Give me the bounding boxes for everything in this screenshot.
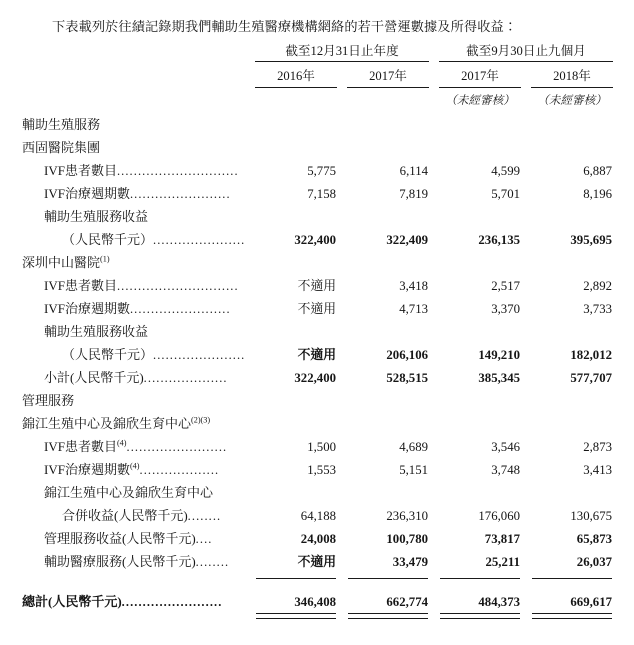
cell-value-col-2: 6,114 <box>399 164 428 178</box>
spacer-cell <box>526 579 618 587</box>
cell-value-col-2: 5,151 <box>399 463 428 477</box>
row-label-text: 輔助醫療服務(人民幣千元) <box>44 554 196 569</box>
cell-value-col-1: 7,158 <box>307 187 336 201</box>
cell-value-col-3: 4,599 <box>491 164 520 178</box>
cell-value-col-3: 2,517 <box>491 279 520 293</box>
row-label-text: 小計(人民幣千元) <box>44 370 144 385</box>
cell-value-col-3: 176,060 <box>478 509 520 523</box>
cell-value-col-1: 1,553 <box>307 463 336 477</box>
row-label-text: 錦江生殖中心及錦欣生育中心 <box>22 416 192 431</box>
row-label <box>18 133 250 156</box>
dot-leader: ...................... <box>153 348 246 362</box>
spacer-cell <box>250 579 342 587</box>
cell-value-col-3 <box>434 110 526 133</box>
table-row <box>18 294 618 317</box>
double-rule-col-2 <box>342 610 434 619</box>
cell-value-col-4: 8,196 <box>583 187 612 201</box>
table-row <box>18 271 618 294</box>
cell-value-col-1: 346,408 <box>294 595 336 609</box>
spacer-cell <box>18 579 250 587</box>
footnote-marker: (2)(3) <box>191 415 211 425</box>
cell-value-col-4 <box>526 386 618 409</box>
cell-value-col-2 <box>342 317 434 340</box>
cell-value-col-1: 不適用 <box>297 302 336 316</box>
row-label <box>18 501 250 524</box>
dot-leader: .... <box>195 532 213 546</box>
cell-value-col-3: 3,748 <box>491 463 520 477</box>
year-header-2018-nine-months: 2018年 <box>553 69 591 83</box>
cell-value-col-1 <box>250 317 342 340</box>
table-row <box>18 363 618 386</box>
row-label <box>18 386 250 409</box>
audit-note-col3: （未經審核） <box>445 94 515 107</box>
footnote-marker: (4) <box>129 461 140 471</box>
dot-leader: ........ <box>195 555 230 569</box>
row-label <box>18 317 250 340</box>
dot-leader: ........................ <box>126 440 228 454</box>
row-label <box>18 202 250 225</box>
row-label-text: 管理服務 <box>22 393 75 408</box>
cell-value-col-2 <box>342 110 434 133</box>
cell-value-col-1: 不適用 <box>297 348 336 362</box>
year-header-2017-nine-months: 2017年 <box>461 69 499 83</box>
table-header <box>18 40 618 110</box>
table-row <box>18 455 618 478</box>
row-label-text: IVF患者數目 <box>44 163 117 178</box>
cell-value-col-4: 182,012 <box>570 348 612 362</box>
cell-value-col-1 <box>250 202 342 225</box>
row-label <box>18 225 250 248</box>
year-header-row <box>18 62 618 87</box>
cell-value-col-3: 73,817 <box>484 532 520 546</box>
sub-heading-row <box>18 133 618 156</box>
cell-value-col-4: 2,873 <box>583 440 612 454</box>
cell-value-col-4 <box>526 478 618 501</box>
cell-value-col-1 <box>250 409 342 432</box>
row-label <box>18 524 250 547</box>
label-only-row <box>18 317 618 340</box>
cell-value-col-2 <box>342 248 434 271</box>
single-rule-col-4 <box>526 570 618 579</box>
double-rule-col-3 <box>434 610 526 619</box>
cell-value-col-4: 130,675 <box>570 509 612 523</box>
single-rule-col-2 <box>342 570 434 579</box>
cell-value-col-3: 149,210 <box>478 348 520 362</box>
cell-value-col-3: 25,211 <box>485 555 520 569</box>
cell-value-col-1 <box>250 110 342 133</box>
single-rule-col-1 <box>250 570 342 579</box>
double-horizontal-rule <box>532 613 612 619</box>
cell-value-col-4 <box>526 317 618 340</box>
footnote-marker: (4) <box>116 438 127 448</box>
rule-row-spacer <box>18 570 250 579</box>
row-label-text: 總計(人民幣千元) <box>22 594 122 609</box>
table-row <box>18 547 618 570</box>
double-rule-col-4 <box>526 610 618 619</box>
cell-value-col-1: 5,775 <box>307 164 336 178</box>
cell-value-col-2: 236,310 <box>386 509 428 523</box>
row-label <box>18 432 250 455</box>
audit-note-col1 <box>250 88 342 110</box>
row-label <box>18 409 250 432</box>
double-horizontal-rule <box>348 613 428 619</box>
spacer-row <box>18 579 618 587</box>
intro-paragraph: 下表載列於往績記錄期我們輔助生殖醫療機構網絡的若干營運數據及所得收益： <box>52 19 518 35</box>
dot-leader: .................... <box>143 371 228 385</box>
subtotal-rule-row <box>18 570 618 579</box>
dot-leader: ........................ <box>129 302 231 316</box>
cell-value-col-1 <box>250 478 342 501</box>
cell-value-col-3: 3,370 <box>491 302 520 316</box>
cell-value-col-2: 100,780 <box>386 532 428 546</box>
cell-value-col-3 <box>434 386 526 409</box>
column-group-header-row <box>18 40 618 61</box>
row-label <box>18 294 250 317</box>
header-spacer <box>18 40 250 61</box>
row-label <box>18 478 250 501</box>
cell-value-col-4: 2,892 <box>583 279 612 293</box>
year-header-2016: 2016年 <box>277 69 315 83</box>
cell-value-col-3 <box>434 248 526 271</box>
cell-value-col-2 <box>342 409 434 432</box>
dot-leader: ........ <box>187 509 222 523</box>
cell-value-col-1: 1,500 <box>307 440 336 454</box>
cell-value-col-3 <box>434 202 526 225</box>
double-rule-col-1 <box>250 610 342 619</box>
row-label-text: 合併收益(人民幣千元) <box>62 508 188 523</box>
cell-value-col-4: 395,695 <box>570 233 612 247</box>
single-rule-col-3 <box>434 570 526 579</box>
cell-value-col-1: 不適用 <box>297 555 336 569</box>
cell-value-col-1: 64,188 <box>300 509 336 523</box>
row-label-text: 深圳中山醫院 <box>22 255 101 270</box>
cell-value-col-3 <box>434 133 526 156</box>
table-body <box>18 110 618 619</box>
spacer-cell <box>434 579 526 587</box>
row-label <box>18 156 250 179</box>
table-row <box>18 587 618 610</box>
cell-value-col-1 <box>250 386 342 409</box>
cell-value-col-2 <box>342 202 434 225</box>
row-label-text: 輔助生殖服務收益 <box>44 209 149 224</box>
section-heading-row <box>18 110 618 133</box>
label-only-row <box>18 202 618 225</box>
audit-note-row <box>18 88 618 110</box>
cell-value-col-1: 322,400 <box>294 233 336 247</box>
row-label-text: IVF患者數目 <box>44 278 117 293</box>
cell-value-col-3: 484,373 <box>478 595 520 609</box>
cell-value-col-4 <box>526 409 618 432</box>
table-row <box>18 156 618 179</box>
cell-value-col-2: 528,515 <box>386 371 428 385</box>
financial-table <box>18 40 618 619</box>
cell-value-col-4: 65,873 <box>576 532 612 546</box>
row-label-text: 管理服務收益(人民幣千元) <box>44 531 196 546</box>
spacer-cell <box>342 579 434 587</box>
cell-value-col-4 <box>526 202 618 225</box>
cell-value-col-3: 3,546 <box>491 440 520 454</box>
row-label-text: （人民幣千元） <box>62 232 154 247</box>
dot-leader: ................... <box>139 463 220 477</box>
cell-value-col-1: 322,400 <box>294 371 336 385</box>
cell-value-col-2 <box>342 133 434 156</box>
cell-value-col-2: 4,689 <box>399 440 428 454</box>
column-group-nine-months: 截至9月30日止九個月 <box>466 44 586 58</box>
cell-value-col-2 <box>342 478 434 501</box>
double-horizontal-rule <box>256 613 336 619</box>
sub-heading-row <box>18 409 618 432</box>
row-label-text: IVF患者數目 <box>44 439 117 454</box>
cell-value-col-4: 3,733 <box>583 302 612 316</box>
cell-value-col-2: 322,409 <box>386 233 428 247</box>
row-label-text: （人民幣千元） <box>62 347 154 362</box>
audit-note-col4: （未經審核） <box>537 94 607 107</box>
cell-value-col-2: 4,713 <box>399 302 428 316</box>
table-row <box>18 524 618 547</box>
year-header-2017-annual: 2017年 <box>369 69 407 83</box>
cell-value-col-4: 26,037 <box>576 555 612 569</box>
row-label <box>18 363 250 386</box>
cell-value-col-4: 6,887 <box>583 164 612 178</box>
table-row <box>18 501 618 524</box>
footnote-marker: (1) <box>100 254 110 264</box>
audit-note-col2 <box>342 88 434 110</box>
table-row <box>18 179 618 202</box>
dot-leader: ............................. <box>116 279 239 293</box>
cell-value-col-4: 669,617 <box>570 595 612 609</box>
row-label-text: IVF治療週期數 <box>44 462 130 477</box>
column-group-annual: 截至12月31日止年度 <box>285 44 399 58</box>
cell-value-col-3: 236,135 <box>478 233 520 247</box>
year-header-spacer <box>18 62 250 87</box>
rule-row-spacer <box>18 610 250 619</box>
row-label <box>18 110 250 133</box>
cell-value-col-1 <box>250 133 342 156</box>
dot-leader: ...................... <box>153 233 246 247</box>
cell-value-col-4 <box>526 248 618 271</box>
cell-value-col-2: 662,774 <box>386 595 428 609</box>
sub-heading-row <box>18 248 618 271</box>
row-label <box>18 179 250 202</box>
row-label-text: IVF治療週期數 <box>44 301 130 316</box>
row-label-text: IVF治療週期數 <box>44 186 130 201</box>
row-label <box>18 271 250 294</box>
cell-value-col-2: 7,819 <box>399 187 428 201</box>
dot-leader: ........................ <box>121 595 223 609</box>
row-label-text: 輔助生殖服務 <box>22 117 101 132</box>
row-label <box>18 340 250 363</box>
label-only-row <box>18 478 618 501</box>
cell-value-col-1 <box>250 248 342 271</box>
row-label <box>18 547 250 570</box>
cell-value-col-3 <box>434 478 526 501</box>
grand-total-rule-row <box>18 610 618 619</box>
cell-value-col-1: 24,008 <box>300 532 336 546</box>
cell-value-col-4 <box>526 110 618 133</box>
row-label <box>18 455 250 478</box>
audit-note-spacer <box>18 88 250 110</box>
cell-value-col-3 <box>434 409 526 432</box>
cell-value-col-4: 577,707 <box>570 371 612 385</box>
cell-value-col-2: 33,479 <box>392 555 428 569</box>
row-label-text: 錦江生殖中心及錦欣生育中心 <box>44 485 214 500</box>
cell-value-col-3: 385,345 <box>478 371 520 385</box>
table-row <box>18 340 618 363</box>
cell-value-col-1: 不適用 <box>297 279 336 293</box>
cell-value-col-4: 3,413 <box>583 463 612 477</box>
row-label <box>18 587 250 610</box>
table-row <box>18 225 618 248</box>
cell-value-col-2: 206,106 <box>386 348 428 362</box>
row-label-text: 輔助生殖服務收益 <box>44 324 149 339</box>
section-heading-row <box>18 386 618 409</box>
cell-value-col-3 <box>434 317 526 340</box>
cell-value-col-3: 5,701 <box>491 187 520 201</box>
dot-leader: ........................ <box>129 187 231 201</box>
cell-value-col-2 <box>342 386 434 409</box>
double-horizontal-rule <box>440 613 520 619</box>
cell-value-col-2: 3,418 <box>399 279 428 293</box>
dot-leader: ............................. <box>116 164 239 178</box>
row-label <box>18 248 250 271</box>
cell-value-col-4 <box>526 133 618 156</box>
table-row <box>18 432 618 455</box>
row-label-text: 西固醫院集團 <box>22 140 101 155</box>
